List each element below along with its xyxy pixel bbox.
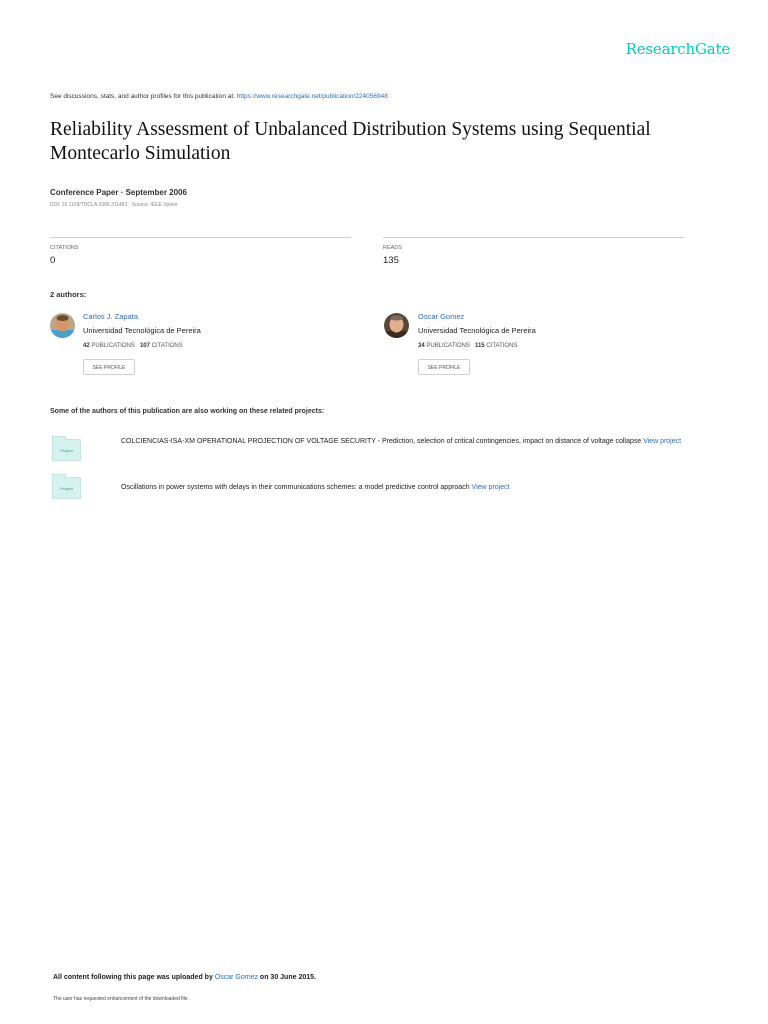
citations-divider <box>50 237 351 238</box>
project-1-text: COLCIENCIAS-ISA-XM OPERATIONAL PROJECTION OF VOLTAGE SECURITY - Prediction, selection of critical contingencies, impact on distance of voltage collapse <box>121 438 644 445</box>
project-2-text: Oscillations in power systems with delays in their communications schemes: a model predictive control approach <box>121 484 472 491</box>
author-2-publications-count: 34 <box>418 343 425 349</box>
related-projects-heading: Some of the authors of this publication are also working on these related projects: <box>50 408 325 415</box>
publication-url-link[interactable]: https://www.researchgate.net/publication/224056948 <box>236 93 388 100</box>
project-2-view-link[interactable]: View project <box>471 484 510 491</box>
project-2-description <box>121 481 701 494</box>
author-2-see-profile-button[interactable]: SEE PROFILE <box>418 359 470 375</box>
author-1-publications-label: PUBLICATIONS <box>91 343 135 349</box>
project-1-folder-icon[interactable] <box>52 439 81 461</box>
doi-line: DOI: 10.1109/TDCLA.2006.311463 · Source: IEEE Xplore <box>50 202 178 208</box>
author-1-photo <box>50 313 75 338</box>
upload-suffix: on 30 June 2015. <box>257 974 316 981</box>
uploader-link[interactable]: Oscar Gomez <box>214 974 258 981</box>
reads-divider <box>383 237 684 238</box>
citations-label: CITATIONS <box>50 245 79 251</box>
discussion-line <box>50 93 388 100</box>
upload-prefix: All content following this page was uploaded by <box>53 974 215 981</box>
author-1-avatar[interactable] <box>50 313 75 338</box>
discussion-prefix: See discussions, stats, and author profiles for this publication at: <box>50 93 237 100</box>
researchgate-logo[interactable]: ResearchGate <box>625 40 730 58</box>
author-1-see-profile-button[interactable]: SEE PROFILE <box>83 359 135 375</box>
upload-notice <box>53 974 316 981</box>
author-1-name[interactable]: Carlos J. Zapata <box>83 312 139 321</box>
author-1-stats <box>83 343 183 349</box>
author-1-institution: Universidad Tecnológica de Pereira <box>83 326 201 335</box>
author-1-publications-count: 42 <box>83 343 90 349</box>
author-2-avatar[interactable] <box>384 313 409 338</box>
citations-value: 0 <box>50 255 56 266</box>
project-1-icon-label: Project <box>60 448 73 453</box>
publication-type: Conference Paper · September 2006 <box>50 188 187 197</box>
author-1-citations-count: 107 <box>139 343 150 349</box>
author-2-photo <box>384 313 409 338</box>
reads-value: 135 <box>383 255 399 266</box>
author-2-publications-label: PUBLICATIONS <box>426 343 470 349</box>
project-1-view-link[interactable]: View project <box>643 438 682 445</box>
project-1-description <box>121 435 701 448</box>
paper-title: Reliability Assessment of Unbalanced Distribution Systems using Sequential Montecarlo Simulation <box>50 119 651 164</box>
author-2-stats <box>418 343 517 349</box>
author-2-name[interactable]: Oscar Gomez <box>418 312 465 321</box>
author-2-institution: Universidad Tecnológica de Pereira <box>418 326 536 335</box>
author-1-citations-label: CITATIONS <box>151 343 183 349</box>
project-2-icon-label: Project <box>60 486 73 491</box>
enhancement-note: The user has requested enhancement of the downloaded file. <box>53 996 189 1002</box>
author-2-citations-count: 115 <box>474 343 485 349</box>
author-2-citations-label: CITATIONS <box>486 343 518 349</box>
reads-label: READS <box>383 245 402 251</box>
project-2-folder-icon[interactable] <box>52 477 81 499</box>
authors-heading: 2 authors: <box>50 290 87 299</box>
